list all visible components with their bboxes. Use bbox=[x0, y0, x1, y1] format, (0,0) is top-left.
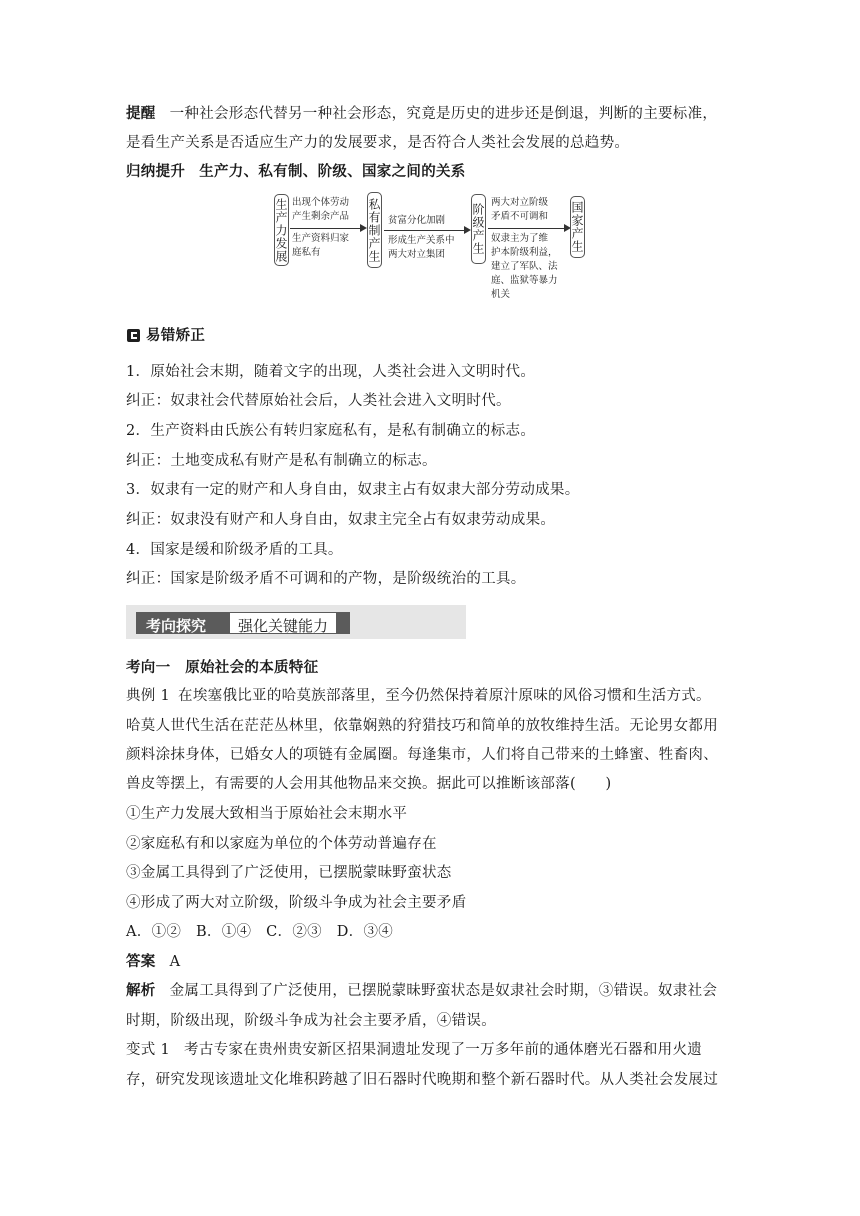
example-label: 典例 1 bbox=[126, 688, 171, 704]
diagram-text-3e: 建立了军队、法 bbox=[491, 261, 558, 272]
reminder-line-2: 是看生产关系是否适应生产力的发展要求，是否符合人类社会发展的总趋势。 bbox=[126, 135, 630, 151]
summary-label: 归纳提升 bbox=[126, 164, 186, 180]
example-line-3: 颜料涂抹身体，已婚女人的项链有金属圈。每逢集市，人们将自己带来的土蜂蜜、牲畜肉、 bbox=[126, 747, 718, 763]
topic-title: 考向一 原始社会的本质特征 bbox=[126, 660, 319, 676]
option-2: ②家庭私有和以家庭为单位的个体劳动普遍存在 bbox=[126, 836, 437, 852]
example-line-1 bbox=[126, 686, 741, 706]
diagram-text-1b: 产生剩余产品 bbox=[292, 211, 350, 222]
diagram-text-2c: 两大对立集团 bbox=[388, 249, 446, 260]
option-1: ①生产力发展大致相当于原始社会末期水平 bbox=[126, 806, 408, 822]
correction-item-1: 1．原始社会末期，随着文字的出现，人类社会进入文明时代。 bbox=[126, 364, 536, 380]
example-text-1: 在埃塞俄比亚的哈莫族部落里，至今仍然保持着原汁原味的风俗习惯和生活方式。 bbox=[178, 688, 711, 704]
example-line-2: 哈莫人世代生活在茫茫丛林里，依靠娴熟的狩猎技巧和简单的放牧维持生活。无论男女都用 bbox=[126, 718, 718, 734]
diagram-text-1d: 庭私有 bbox=[292, 247, 321, 258]
arrow-2 bbox=[384, 230, 464, 231]
diagram-text-2a: 贫富分化加剧 bbox=[388, 215, 446, 226]
correction-fix-2: 纠正：土地变成私有财产是私有制确立的标志。 bbox=[126, 453, 437, 469]
diagram-text-3b: 矛盾不可调和 bbox=[491, 211, 549, 222]
reminder-line-1 bbox=[126, 104, 741, 124]
diagram-text-3f: 庭、监狱等暴力 bbox=[491, 275, 558, 286]
box-productivity: 生产力发展 bbox=[274, 194, 289, 266]
answer-label: 答案 bbox=[126, 954, 156, 970]
variant-label: 变式 1 bbox=[126, 1042, 171, 1058]
option-4: ④形成了两大对立阶级，阶级斗争成为社会主要矛盾 bbox=[126, 895, 467, 911]
analysis-label: 解析 bbox=[126, 983, 156, 999]
banner-subtitle: 强化关键能力 bbox=[238, 617, 329, 635]
diagram-text-1a: 出现个体劳动 bbox=[292, 197, 350, 208]
reminder-text-1: 一种社会形态代替另一种社会形态，究竟是历史的进步还是倒退，判断的主要标准， bbox=[169, 106, 718, 122]
box-private-ownership: 私有制产生 bbox=[367, 192, 382, 268]
relationship-diagram bbox=[270, 192, 590, 312]
analysis-line-1 bbox=[126, 981, 741, 1001]
section-banner bbox=[126, 605, 466, 639]
correction-fix-3: 纠正：奴隶没有财产和人身自由，奴隶主完全占有奴隶劳动成果。 bbox=[126, 512, 556, 528]
example-line-4: 兽皮等摆上，有需要的人会用其他物品来交换。据此可以推断该部落( ) bbox=[126, 776, 612, 792]
diagram-text-3a: 两大对立阶级 bbox=[491, 197, 549, 208]
correction-section-title: 易错矫正 bbox=[146, 328, 206, 344]
arrow-1 bbox=[290, 228, 360, 229]
arrow-2-head bbox=[464, 226, 471, 234]
correction-fix-1: 纠正：奴隶社会代替原始社会后，人类社会进入文明时代。 bbox=[126, 393, 511, 409]
correction-item-2: 2．生产资料由氏族公有转归家庭私有，是私有制确立的标志。 bbox=[126, 423, 536, 439]
correction-section-icon bbox=[127, 329, 140, 342]
diagram-text-3d: 护本阶级利益， bbox=[491, 247, 558, 258]
summary-heading bbox=[126, 162, 741, 182]
arrow-3 bbox=[488, 228, 564, 229]
variant-text-1: 考古专家在贵州贵安新区招果洞遗址发现了一万多年前的通体磨光石器和用火遗 bbox=[184, 1042, 703, 1058]
diagram-text-2b: 形成生产关系中 bbox=[388, 235, 455, 246]
variant-line-1 bbox=[126, 1040, 741, 1060]
correction-item-4: 4．国家是缓和阶级矛盾的工具。 bbox=[126, 542, 343, 558]
reminder-label: 提醒 bbox=[126, 106, 156, 122]
correction-item-3: 3．奴隶有一定的财产和人身自由，奴隶主占有奴隶大部分劳动成果。 bbox=[126, 482, 580, 498]
banner-label: 考向探究 bbox=[146, 617, 207, 635]
analysis-text-1: 金属工具得到了广泛使用，已摆脱蒙昧野蛮状态是奴隶社会时期，③错误。奴隶社会 bbox=[169, 983, 718, 999]
diagram-text-3g: 机关 bbox=[491, 289, 511, 300]
arrow-1-head bbox=[360, 224, 367, 232]
option-3: ③金属工具得到了广泛使用，已摆脱蒙昧野蛮状态 bbox=[126, 865, 452, 881]
correction-fix-4: 纠正：国家是阶级矛盾不可调和的产物，是阶级统治的工具。 bbox=[126, 571, 526, 587]
box-class: 阶级产生 bbox=[471, 194, 486, 264]
diagram-text-1c: 生产资料归家 bbox=[292, 233, 350, 244]
summary-title: 生产力、私有制、阶级、国家之间的关系 bbox=[199, 164, 466, 180]
choices: A．①② B．①④ C．②③ D．③④ bbox=[126, 924, 394, 940]
answer-value: A bbox=[169, 954, 181, 970]
diagram-text-3c: 奴隶主为了维 bbox=[491, 233, 549, 244]
answer-line bbox=[126, 952, 741, 972]
variant-line-2: 存，研究发现该遗址文化堆积跨越了旧石器时代晚期和整个新石器时代。从人类社会发展过 bbox=[126, 1072, 718, 1088]
box-state: 国家产生 bbox=[570, 196, 585, 258]
analysis-line-2: 时期，阶级出现，阶级斗争成为社会主要矛盾，④错误。 bbox=[126, 1013, 496, 1029]
